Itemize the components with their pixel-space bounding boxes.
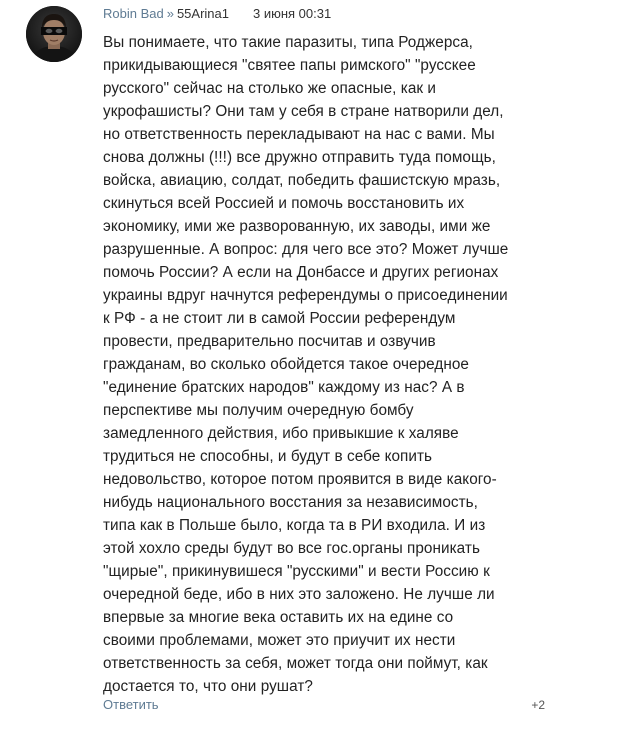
comment-text-line: провести, предварительно посчитав и озвучив [103, 333, 436, 350]
comment-text-line: перспективе мы получим очередную бомбу [103, 402, 414, 419]
recipient-link[interactable]: 55Arina1 [176, 6, 229, 21]
comment-text-line: снова должны (!!!) все дружно отправить туда помощь, [103, 149, 496, 166]
comment-text-line: ответственность за себя, может тогда они поймут, как [103, 655, 488, 672]
rating-count: +2 [531, 698, 545, 712]
comment-text-line: трудиться не способны, и будут в себе копить [103, 448, 433, 465]
comment-text-line: войска, авиацию, солдат, победить фашистскую мразь, [103, 172, 501, 189]
avatar[interactable] [26, 6, 82, 62]
comment-text-line: к РФ - а не стоит ли в самой России референдум [103, 310, 456, 327]
comment-text-line: своими проблемами, может это приучит их нести [103, 632, 456, 649]
comment-text-line: "единение братских народов" каждому из нас? А в [103, 379, 465, 396]
reply-separator: » [166, 6, 174, 21]
comment-date: 3 июня 00:31 [253, 6, 332, 21]
comment-text-line: типа как в Польше было, когда та в РИ входила. И из [103, 517, 486, 534]
reply-button[interactable]: Ответить [103, 697, 159, 712]
comment-text-line: помочь России? А если на Донбассе и других регионах [103, 264, 499, 281]
comment-text-line: но ответственность перекладывают на нас с вами. Мы [103, 126, 495, 143]
comment-text-line: этой хохло среды будут во все гос.органы проникать [103, 540, 480, 557]
comment-text-line: "щирые", прикинувишеся "русскими" и вести Россию к [103, 563, 490, 580]
comment-text-line: замедленного действия, ибо привыкшие к халяве [103, 425, 459, 442]
user-avatar-icon [26, 6, 82, 62]
comment-text [103, 31, 558, 698]
comment-text-line: русского" сейчас на столько же опасные, как и [103, 80, 437, 97]
comment-text-line: недовольство, которое потом проявится в виде какого- [103, 471, 497, 488]
comment-text-line: скинуться всей Россией и помочь восстановить их [103, 195, 465, 212]
comment-text-line: экономику, ими же разворованную, их заводы, ими же [103, 218, 491, 235]
comment-text-line: очередной беде, ибо в них это заложено. Не лучше ли [103, 586, 495, 603]
comment-text-line: нибудь национального восстания за независимость, [103, 494, 478, 511]
comment-text-line: укрофашисты? Они там у себя в стране натворили дел, [103, 103, 504, 120]
comment-text-line: прикидывающиеся "святее папы римского" "русскее [103, 57, 476, 74]
comment-text-line: разрушенные. А вопрос: для чего все это? Может лучше [103, 241, 509, 258]
author-link[interactable]: Robin Bad [103, 6, 164, 21]
comment-text-line: гражданам, во сколько обойдется такое очередное [103, 356, 469, 373]
comment-text-line: украины вдруг начнутся референдумы о присоединении [103, 287, 508, 304]
comment-text-line: впервые за многие века оставить их на едине со [103, 609, 454, 626]
comment-header [103, 5, 331, 23]
comment-text-line: Вы понимаете, что такие паразиты, типа Роджерса, [103, 34, 473, 51]
comment-actions [103, 695, 545, 715]
comment-text-line: достается то, что они рушат? [103, 678, 313, 695]
